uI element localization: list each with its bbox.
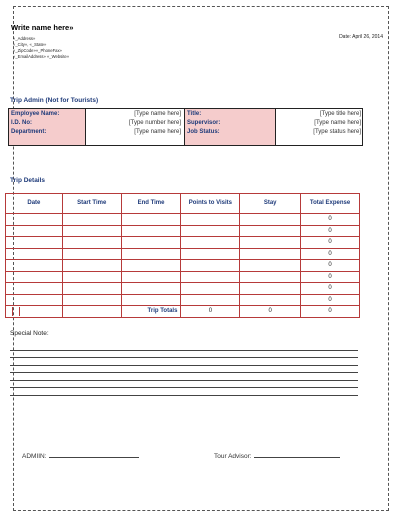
stay-cell[interactable]: [240, 225, 301, 237]
advisor-signature-label: Tour Advisor:: [214, 453, 252, 460]
note-line: [10, 366, 358, 374]
points-cell[interactable]: [181, 260, 240, 272]
start-time-column-header: Start Time: [62, 194, 121, 214]
expense-cell: 0: [301, 237, 360, 249]
supervisor-field[interactable]: [Type name here]: [314, 120, 361, 126]
table-header-row: [6, 194, 360, 214]
expense-cell: 0: [301, 214, 360, 226]
note-line: [10, 343, 358, 351]
date-cell[interactable]: [6, 214, 63, 226]
department-label: Department:: [11, 129, 47, 135]
points-cell[interactable]: [181, 225, 240, 237]
admin-signature-line[interactable]: [49, 452, 139, 458]
end-time-cell[interactable]: [121, 294, 181, 306]
points-cell[interactable]: [181, 237, 240, 249]
admin-left-values: [86, 109, 183, 145]
city-state-line: «_City», «_State»: [13, 42, 47, 47]
expense-cell: 0: [301, 294, 360, 306]
date-field[interactable]: [339, 34, 383, 40]
date-cell[interactable]: [6, 237, 63, 249]
title-field[interactable]: [Type title here]: [319, 111, 361, 117]
end-time-cell[interactable]: [121, 214, 181, 226]
totals-marker: [6, 307, 13, 316]
points-cell[interactable]: [181, 283, 240, 295]
stay-cell[interactable]: [240, 237, 301, 249]
admin-right-values: [277, 109, 363, 145]
expense-cell: 0: [301, 225, 360, 237]
points-cell[interactable]: [181, 214, 240, 226]
job-status-label: Job Status:: [187, 129, 220, 135]
start-time-cell[interactable]: [62, 283, 121, 295]
date-cell[interactable]: [6, 248, 63, 260]
advisor-signature-line[interactable]: [254, 452, 340, 458]
points-cell[interactable]: [181, 248, 240, 260]
trip-details-table: [5, 193, 360, 318]
start-time-cell[interactable]: [62, 225, 121, 237]
department-field[interactable]: [Type name here]: [134, 129, 181, 135]
stay-column-header: Stay: [240, 194, 301, 214]
expense-cell: 0: [301, 271, 360, 283]
points-cell[interactable]: [181, 294, 240, 306]
employee-name-field[interactable]: [Type name here]: [134, 111, 181, 117]
points-column-header: Points to Visits: [181, 194, 240, 214]
admin-left-labels: [9, 109, 86, 145]
note-line: [10, 351, 358, 359]
end-time-cell[interactable]: [121, 271, 181, 283]
start-time-cell[interactable]: [62, 237, 121, 249]
table-row: [6, 225, 360, 237]
trip-admin-title: Trip Admin (Not for Tourists): [10, 97, 99, 104]
admin-right-labels: [184, 109, 276, 145]
expense-cell: 0: [301, 283, 360, 295]
end-time-cell[interactable]: [121, 283, 181, 295]
totals-spacer-cell: [62, 306, 121, 318]
expense-total-cell: 0: [301, 306, 360, 318]
table-row: [6, 248, 360, 260]
start-time-cell[interactable]: [62, 271, 121, 283]
admin-signature-label: ADMIIN:: [22, 453, 47, 460]
total-expense-column-header: Total Expense: [301, 194, 360, 214]
totals-row: [6, 306, 360, 318]
end-time-cell[interactable]: [121, 225, 181, 237]
address-line: «_Address»: [13, 36, 36, 41]
date-cell[interactable]: [6, 294, 63, 306]
note-line: [10, 381, 358, 389]
special-note-label: Special Note:: [10, 330, 49, 337]
table-row: [6, 237, 360, 249]
start-time-cell[interactable]: [62, 260, 121, 272]
start-time-cell[interactable]: [62, 294, 121, 306]
start-time-cell[interactable]: [62, 214, 121, 226]
stay-cell[interactable]: [240, 294, 301, 306]
date-label: Date:: [339, 34, 352, 40]
totals-spacer-cell: [6, 306, 63, 318]
trip-admin-table: [8, 108, 363, 146]
date-value: April 26, 2014: [352, 34, 383, 40]
points-cell[interactable]: [181, 271, 240, 283]
stay-cell[interactable]: [240, 260, 301, 272]
email-website-line: «_EmailAddress» «_Website»: [13, 54, 70, 59]
table-row: [6, 283, 360, 295]
stay-total-cell: 0: [240, 306, 301, 318]
id-no-label: I.D. No:: [11, 120, 32, 126]
end-time-cell[interactable]: [121, 248, 181, 260]
date-cell[interactable]: [6, 283, 63, 295]
table-row: [6, 260, 360, 272]
company-name: Write name here»: [11, 23, 74, 32]
points-total-cell: 0: [181, 306, 240, 318]
trip-details-title: Trip Details: [10, 177, 46, 184]
advisor-signature: [214, 452, 340, 460]
stay-cell[interactable]: [240, 214, 301, 226]
trip-totals-label: Trip Totals: [121, 306, 181, 318]
title-label: Title:: [187, 111, 202, 117]
stay-cell[interactable]: [240, 248, 301, 260]
special-note-area[interactable]: [10, 343, 358, 396]
date-cell[interactable]: [6, 271, 63, 283]
end-time-cell[interactable]: [121, 237, 181, 249]
zip-phone-line: «_ZipCode»«_PhoneFax»: [13, 48, 62, 53]
date-cell[interactable]: [6, 225, 63, 237]
employee-name-label: Employee Name:: [11, 111, 60, 117]
id-no-field[interactable]: [Type number here]: [128, 120, 181, 126]
note-line: [10, 388, 358, 396]
date-cell[interactable]: [6, 260, 63, 272]
expense-cell: 0: [301, 248, 360, 260]
table-row: [6, 271, 360, 283]
job-status-field[interactable]: [Type status here]: [313, 129, 361, 135]
stay-cell[interactable]: [240, 271, 301, 283]
expense-cell: 0: [301, 260, 360, 272]
note-line: [10, 373, 358, 381]
start-time-cell[interactable]: [62, 248, 121, 260]
end-time-column-header: End Time: [121, 194, 181, 214]
supervisor-label: Supervisor:: [187, 120, 221, 126]
end-time-cell[interactable]: [121, 260, 181, 272]
table-row: [6, 294, 360, 306]
table-row: [6, 214, 360, 226]
admin-signature: [22, 452, 139, 460]
totals-marker: [13, 307, 20, 316]
note-line: [10, 358, 358, 366]
date-column-header: Date: [6, 194, 63, 214]
stay-cell[interactable]: [240, 283, 301, 295]
